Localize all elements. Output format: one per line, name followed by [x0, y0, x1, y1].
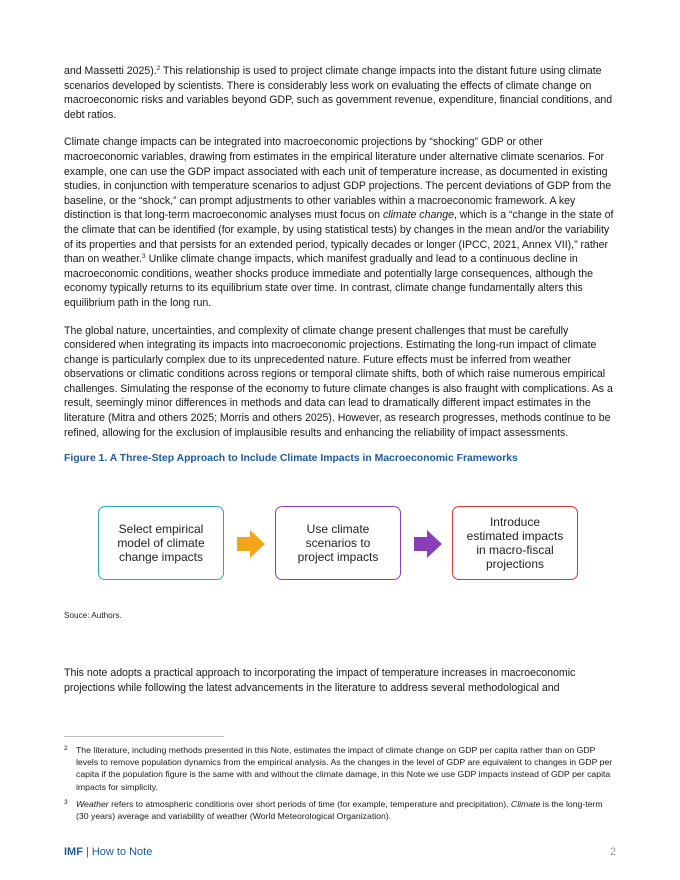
- paragraph-1: [64, 64, 616, 122]
- footnote-text: The literature, including methods presented in this Note, estimates the impact of climate change on GDP per capita rather than on GDP levels to remove population dynamics from the empirical analysis. As the changes in the level of GDP are equivalent to changes in GDP per capita if the population figure is the same with and without the climate damage, in this Note we use GDP impacts instead of GDP per capita impacts for simplicity.: [76, 745, 613, 792]
- closing-paragraph: This note adopts a practical approach to incorporating the impact of temperature increases in macroeconomic projections while following the latest advancements in the literature to address several methodological and: [64, 667, 576, 694]
- step-label: Select empirical model of climate change impacts: [117, 522, 205, 564]
- paragraph-text: , which is a “change in the state of the climate that can be identified (for example, by using statistical tests) by changes in the mean and/or the variability of its properties and that persists for an extended period, typically decades or longer (IPCC, 2021, Annex VII),” rather than on weather.: [64, 209, 614, 266]
- step-box-select-model: [98, 506, 224, 580]
- emphasis-term: Weather: [76, 798, 109, 809]
- paragraph-2: [64, 135, 616, 310]
- figure-flow-diagram: [98, 506, 582, 584]
- footnote-divider: [64, 736, 224, 737]
- step-box-use-scenarios: [275, 506, 401, 580]
- paragraph-text: Climate change impacts can be integrated into macroeconomic projections by “shocking” GDP or other macroeconomic variables, drawing from estimates in the empirical literature under alternative climate scenarios. For example, one can use the GDP impact associated with each unit of temperature increase, as documented in existing studies, in conjunction with temperature scenarios to adjust GDP projections. The percent deviations of GDP from the baseline, or the “shock,” can prompt adjustments to other variables within a macroeconomic framework. A key distinction is that long-term macroeconomic analyses must focus on: [64, 136, 612, 222]
- footer-separator: |: [85, 846, 89, 858]
- footnote-text-part: is the long-term (30 years) average and variability of weather (World Meteorological Organization).: [76, 798, 603, 822]
- footnotes: [64, 744, 616, 827]
- page-content: [64, 64, 616, 822]
- footnote-ref-2[interactable]: 2: [156, 65, 161, 72]
- paragraph-text: This relationship is used to project climate change impacts into the distant future using climate scenarios developed by scientists. There is considerably less work on evaluating the effects of climate change on macroeconomic risks and variables beyond GDP, such as government revenue, expenditure, financial conditions, and debt ratios.: [64, 65, 613, 121]
- footnote-text: [76, 798, 616, 822]
- emphasis-term: climate change: [382, 209, 454, 222]
- footer-left: [64, 846, 152, 858]
- imf-logo-text: IMF: [64, 846, 83, 858]
- step-label: Use climate scenarios to project impacts: [297, 522, 379, 564]
- paragraph-text: Unlike climate change impacts, which manifest gradually and lead to a continuous decline in macroeconomic conditions, weather shocks produce immediate and potentially large consequences, although the economy typically returns to its equilibrium state over time. In contrast, climate change fundamentally alters this equilibrium path in the long run.: [64, 253, 594, 309]
- paragraph-3: The global nature, uncertainties, and complexity of climate change present challenges that must be carefully considered when integrating its impacts into macroeconomic projections. Estimating the long-run impact of climate change is particularly complex due to its unprecedented nature. Future effects must be inferred from weather observations or climatic conditions across regions or temporal climate shifts, both of which raise numerous empirical challenges. Simulating the response of the economy to future climate changes is also fraught with complications. As a result, seemingly minor differences in methods and data can lead to dramatically different impact estimates in the literature (Mitra and others 2025; Morris and others 2025). However, as research progresses, methods continue to be refined, allowing for the exclusion of implausible results and enhancing the reliability of impact assessments.: [64, 324, 613, 439]
- step-box-introduce-impacts: [452, 506, 578, 580]
- emphasis-term: Climate: [510, 798, 541, 809]
- footnote-ref-3[interactable]: 3: [142, 253, 146, 261]
- arrow-right-icon: [237, 530, 265, 558]
- page-number: 2: [609, 846, 616, 858]
- footnote-2: [64, 744, 616, 793]
- step-label: Introduce estimated impacts in macro-fiscal projections: [466, 515, 564, 571]
- arrow-right-icon: [414, 530, 442, 558]
- paragraph-text: and Massetti 2025).: [64, 65, 157, 77]
- series-name: How to Note: [91, 846, 153, 858]
- figure-title: Figure 1. A Three-Step Approach to Include Climate Impacts in Macroeconomic Frameworks: [64, 453, 518, 465]
- footnote-number: 2: [64, 745, 68, 752]
- page-footer: [64, 846, 616, 858]
- figure-source: Souce: Authors.: [64, 611, 122, 620]
- footnote-number: 3: [64, 798, 68, 806]
- footnote-3: [64, 798, 616, 822]
- footnote-text-part: refers to atmospheric conditions over short periods of time (for example, temperature and precipitation).: [108, 798, 511, 809]
